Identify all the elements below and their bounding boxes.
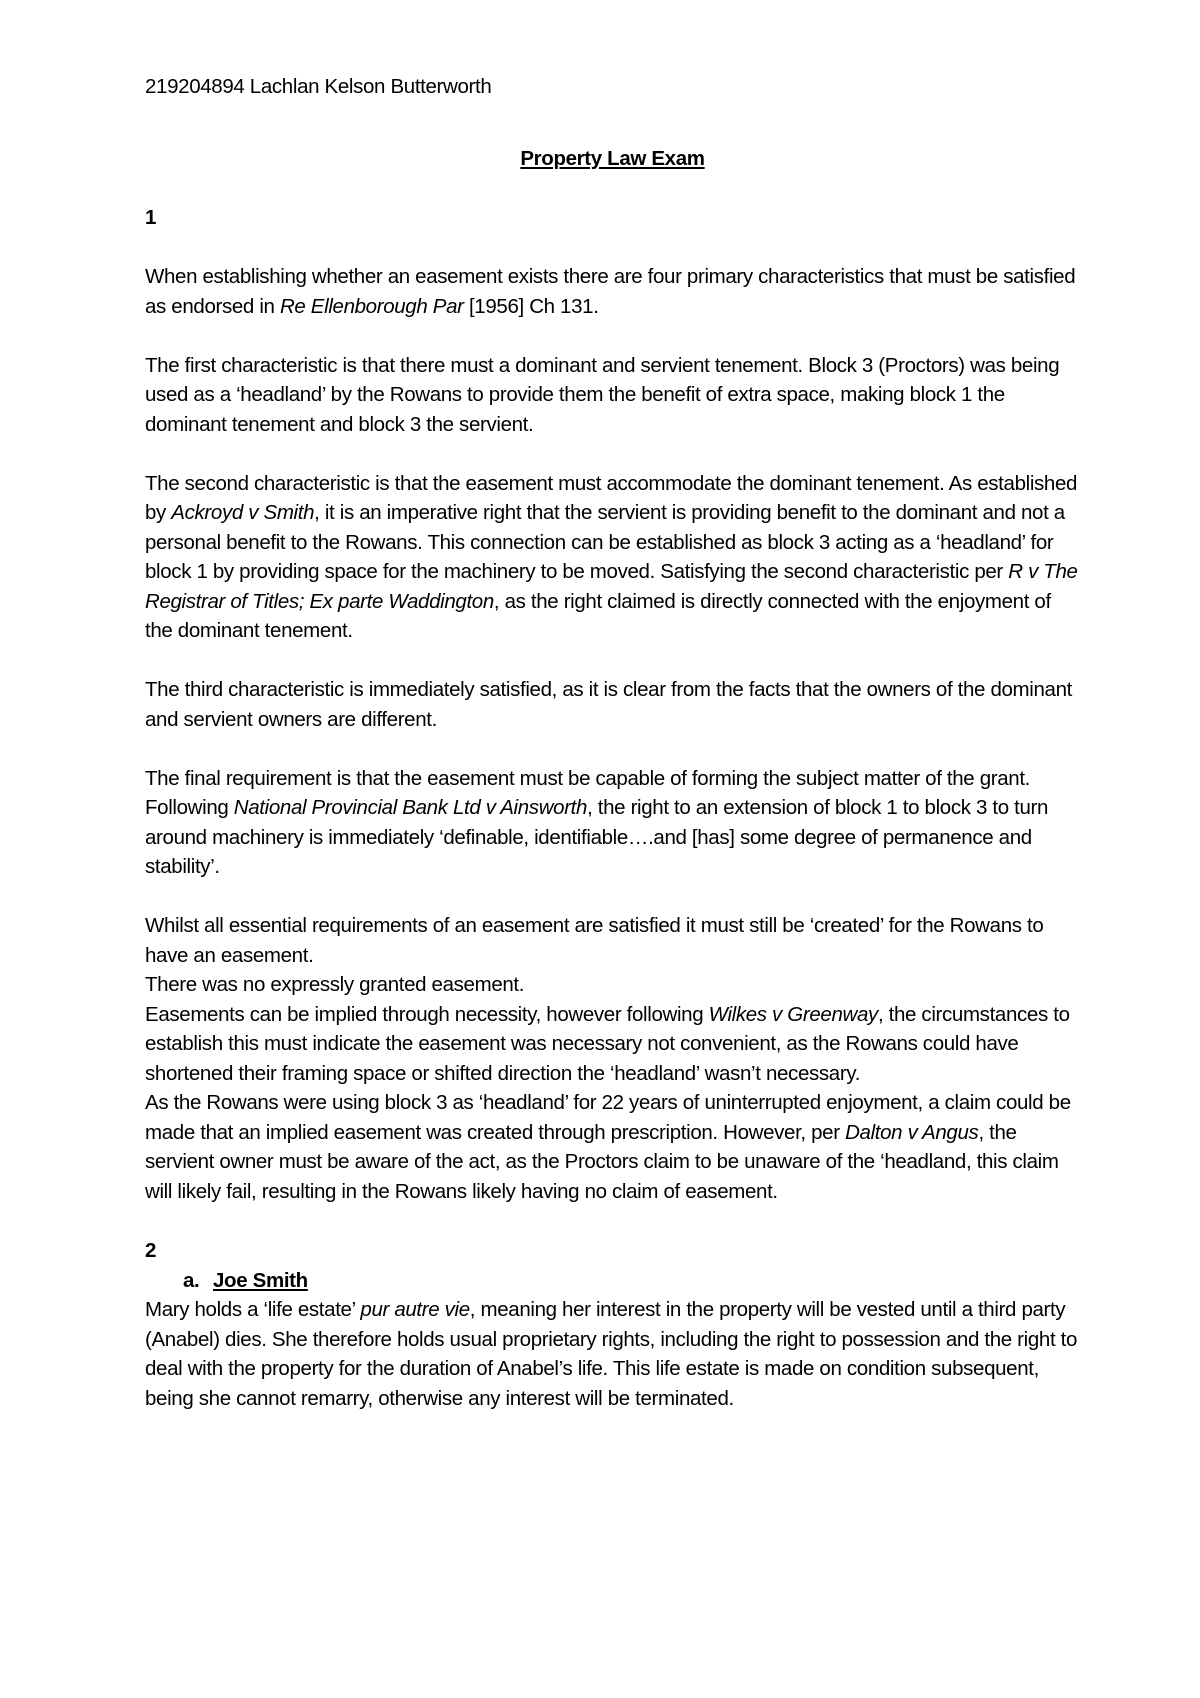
subheading-letter: a. xyxy=(183,1268,200,1292)
q1-paragraph-6: Whilst all essential requirements of an easement are satisfied it must still be ‘created’ for the Rowans to have an easement. xyxy=(145,914,1044,967)
question-number-1: 1 xyxy=(145,206,157,229)
q1-paragraph-4: The third characteristic is immediately satisfied, as it is clear from the facts that the owners of the dominant and servient owners are different. xyxy=(145,678,1072,731)
subheading-name: Joe Smith xyxy=(213,1268,308,1292)
student-header: 219204894 Lachlan Kelson Butterworth xyxy=(145,75,492,98)
q1-paragraph-5: The final requirement is that the easement must be capable of forming the subject matter of the grant. Following National Provincial Bank Ltd v Ainsworth, the right to an extension of block 1 to block 3 to turn around machinery is immediately ‘definable, identifiable….and [has] some degree of permanence and stability’. xyxy=(145,766,1049,878)
q1-paragraph-2: The first characteristic is that there must a dominant and servient tenement. Block 3 (Proctors) was being used as a ‘headland’ by the Rowans to provide them the benefit of extra space, making block 1 the dominant tenement and block 3 the servient. xyxy=(145,353,1060,436)
page-title: Property Law Exam xyxy=(520,146,705,170)
question-number-2: 2 xyxy=(145,1239,157,1262)
case-citation: Ackroyd v Smith xyxy=(171,501,315,524)
q1-paragraph-1: When establishing whether an easement exists there are four primary characteristics that must be satisfied as endorsed in Re Ellenborough Par [1956] Ch 131. xyxy=(145,265,1076,318)
subheading-a xyxy=(145,1266,1080,1296)
case-citation: National Provincial Bank Ltd v Ainsworth xyxy=(233,796,588,819)
case-citation: Re Ellenborough Par xyxy=(279,294,464,318)
case-citation: Dalton v Angus xyxy=(845,1120,979,1144)
document-page xyxy=(145,72,1080,1413)
q1-paragraph-3: The second characteristic is that the easement must accommodate the dominant tenement. As established by Ackroyd v Smith, it is an imperative right that the servient is providing benefit to the dominant and not a personal benefit to the Rowans. This connection can be established as block 3 acting as a ‘headland’ for block 1 by providing space for the machinery to be moved. Satisfying the second characteristic per R v The Registrar of Titles; Ex parte Waddington, as the right claimed is directly connected with the enjoyment of the dominant tenement. xyxy=(145,471,1078,642)
q1-paragraph-7: There was no expressly granted easement. xyxy=(145,973,525,996)
q2-paragraph-1: Mary holds a ‘life estate’ pur autre vie, meaning her interest in the property will be vested until a third party (Anabel) dies. She therefore holds usual proprietary rights, including the right to possession and the right to deal with the property for the duration of Anabel’s life. This life estate is made on condition subsequent, being she cannot remarry, otherwise any interest will be terminated. xyxy=(145,1298,1078,1410)
q1-paragraph-9: As the Rowans were using block 3 as ‘headland’ for 22 years of uninterrupted enjoyment, a claim could be made that an implied easement was created through prescription. However, per Dalton v Angus, the servient owner must be aware of the act, as the Proctors claim to be unaware of the ‘headland, this claim will likely fail, resulting in the Rowans likely having no claim of easement. xyxy=(145,1091,1071,1203)
case-citation: Wilkes v Greenway xyxy=(708,1002,878,1026)
latin-term: pur autre vie xyxy=(360,1298,470,1321)
case-citation: R v The Registrar of Titles; Ex parte Waddington xyxy=(145,560,1078,613)
q1-paragraph-8: Easements can be implied through necessity, however following Wilkes v Greenway, the circumstances to establish this must indicate the easement was necessary not convenient, as the Rowans could have shortened their framing space or shifted direction the ‘headland’ wasn’t necessary. xyxy=(145,1002,1070,1085)
